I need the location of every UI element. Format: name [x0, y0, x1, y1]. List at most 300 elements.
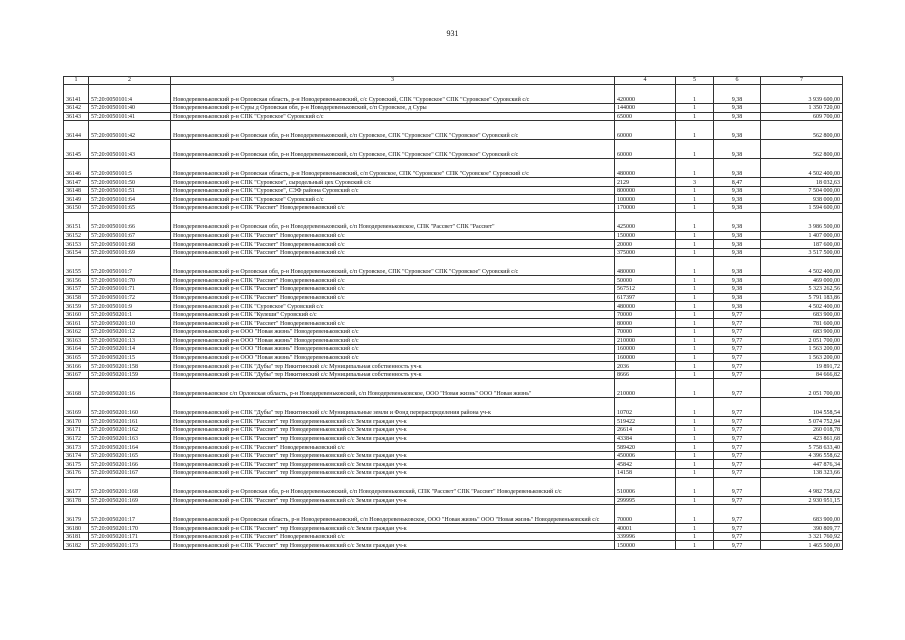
area-cell: 144000: [615, 104, 676, 113]
table-row: [64, 426, 843, 435]
row-number-cell: 36175: [64, 460, 89, 469]
table-row: [64, 469, 843, 478]
area-cell: 26614: [615, 426, 676, 435]
table-row: [64, 302, 843, 311]
page-number: 931: [446, 29, 459, 38]
category-cell: 1: [676, 319, 714, 328]
category-cell: 1: [676, 505, 714, 524]
value-cell: 4 396 558,62: [761, 451, 843, 460]
row-number-cell: 36160: [64, 310, 89, 319]
area-cell: 14158: [615, 469, 676, 478]
column-header: 2: [89, 77, 171, 85]
cadastral-number-cell: 57:20:0050201:173: [89, 541, 171, 550]
address-cell: Новодеревеньковский р-н СПК "Рассвет" тер Новодеревеньковский с/с Земли граждан уч-к: [171, 469, 615, 478]
column-header: 5: [676, 77, 714, 85]
table-row: [64, 451, 843, 460]
cadastral-number-cell: 57:20:0050201:171: [89, 532, 171, 541]
rate-cell: 9,77: [714, 417, 761, 426]
category-cell: 1: [676, 112, 714, 121]
rate-cell: 9,77: [714, 496, 761, 505]
category-cell: 1: [676, 451, 714, 460]
row-number-cell: 36171: [64, 426, 89, 435]
rate-cell: 9,38: [714, 85, 761, 104]
value-cell: 683 900,00: [761, 505, 843, 524]
value-cell: 1 563 200,00: [761, 353, 843, 362]
cadastral-number-cell: 57:20:0050201:165: [89, 451, 171, 460]
value-cell: 2 930 951,15: [761, 496, 843, 505]
value-cell: 5 791 183,86: [761, 293, 843, 302]
address-cell: Новодеревеньковский р-н СПК "Суровское" Суровский с/с: [171, 195, 615, 204]
table-row: [64, 276, 843, 285]
rate-cell: 9,77: [714, 541, 761, 550]
row-number-cell: 36148: [64, 186, 89, 195]
rate-cell: 9,77: [714, 505, 761, 524]
area-cell: 420000: [615, 85, 676, 104]
row-number-cell: 36152: [64, 231, 89, 240]
area-cell: 339996: [615, 532, 676, 541]
address-cell: Новодеревеньковский р-н СПК "Рассвет" Новодеревеньковский с/с: [171, 276, 615, 285]
category-cell: 1: [676, 284, 714, 293]
cadastral-number-cell: 57:20:0050101:71: [89, 284, 171, 293]
rate-cell: 9,38: [714, 112, 761, 121]
rate-cell: 9,38: [714, 293, 761, 302]
value-cell: 18 032,63: [761, 178, 843, 187]
area-cell: 43384: [615, 434, 676, 443]
value-cell: 138 323,66: [761, 469, 843, 478]
rate-cell: 9,77: [714, 327, 761, 336]
registry-table-wrapper: [63, 76, 842, 550]
category-cell: 1: [676, 195, 714, 204]
area-cell: 210000: [615, 336, 676, 345]
category-cell: 1: [676, 85, 714, 104]
cadastral-number-cell: 57:20:0050201:158: [89, 362, 171, 371]
address-cell: Новодеревеньковский р-н ООО "Новая жизнь" Новодеревеньковский с/с: [171, 336, 615, 345]
table-row: [64, 195, 843, 204]
cadastral-number-cell: 57:20:0050201:166: [89, 460, 171, 469]
value-cell: 447 876,34: [761, 460, 843, 469]
cadastral-number-cell: 57:20:0050101:43: [89, 140, 171, 159]
row-number-cell: 36155: [64, 257, 89, 276]
area-cell: 70000: [615, 327, 676, 336]
row-number-cell: 36157: [64, 284, 89, 293]
table-row: [64, 186, 843, 195]
rate-cell: 9,77: [714, 370, 761, 379]
value-cell: 3 517 500,00: [761, 248, 843, 257]
address-cell: Новодеревеньковский р-н СПК "Суровское", сыродельный цех Суровский с/с: [171, 178, 615, 187]
rate-cell: 9,38: [714, 140, 761, 159]
category-cell: 1: [676, 370, 714, 379]
address-cell: Новодеревеньковский р-н СПК "Рассвет" Новодеревеньковский с/с: [171, 319, 615, 328]
address-cell: Новодеревеньковский р-н СПК "Рассвет" тер Новодеревеньковский с/с Земли граждан уч-к: [171, 426, 615, 435]
rate-cell: 9,77: [714, 524, 761, 533]
area-cell: 210000: [615, 379, 676, 398]
table-row: [64, 112, 843, 121]
rate-cell: 9,38: [714, 159, 761, 178]
column-header: 3: [171, 77, 615, 85]
table-row: [64, 417, 843, 426]
cadastral-number-cell: 57:20:0050201:15: [89, 353, 171, 362]
rate-cell: 9,77: [714, 379, 761, 398]
area-cell: 160000: [615, 345, 676, 354]
table-row: [64, 460, 843, 469]
table-row: [64, 532, 843, 541]
value-cell: 5 074 752,94: [761, 417, 843, 426]
value-cell: 4 502 400,00: [761, 159, 843, 178]
category-cell: 1: [676, 159, 714, 178]
cadastral-number-cell: 57:20:0050101:67: [89, 231, 171, 240]
row-number-cell: 36161: [64, 319, 89, 328]
cadastral-number-cell: 57:20:0050201:12: [89, 327, 171, 336]
cadastral-number-cell: 57:20:0050101:50: [89, 178, 171, 187]
row-number-cell: 36172: [64, 434, 89, 443]
area-cell: 519422: [615, 417, 676, 426]
rate-cell: 9,38: [714, 203, 761, 212]
row-number-cell: 36147: [64, 178, 89, 187]
rate-cell: 9,38: [714, 212, 761, 231]
address-cell: Новодеревеньковский р-н СПК "Рассвет" тер Новодеревеньковский с/с Земли граждан уч-к: [171, 496, 615, 505]
value-cell: 1 350 720,00: [761, 104, 843, 113]
table-row: [64, 398, 843, 417]
row-number-cell: 36170: [64, 417, 89, 426]
category-cell: 1: [676, 276, 714, 285]
value-cell: 562 800,00: [761, 121, 843, 140]
rate-cell: 9,77: [714, 362, 761, 371]
category-cell: 1: [676, 496, 714, 505]
category-cell: 1: [676, 293, 714, 302]
rate-cell: 9,38: [714, 195, 761, 204]
address-cell: Новодеревеньковский р-н СПК "Рассвет" Новодеревеньковский с/с: [171, 240, 615, 249]
address-cell: Новодеревеньковский р-н СПК "Рассвет" Новодеревеньковский с/с: [171, 293, 615, 302]
value-cell: 423 861,68: [761, 434, 843, 443]
cadastral-number-cell: 57:20:0050201:159: [89, 370, 171, 379]
category-cell: 1: [676, 327, 714, 336]
table-row: [64, 443, 843, 452]
cadastral-number-cell: 57:20:0050101:9: [89, 302, 171, 311]
value-cell: 1 594 600,00: [761, 203, 843, 212]
table-row: [64, 85, 843, 104]
cadastral-number-cell: 57:20:0050201:16: [89, 379, 171, 398]
address-cell: Новодеревеньковский р-н СПК "Рассвет" тер Новодеревеньковский с/с Земли граждан уч-к: [171, 434, 615, 443]
area-cell: 100000: [615, 195, 676, 204]
address-cell: Новодеревеньковский р-н Суры д Орловская обл, р-н Новодеревеньковский, с/п Суровское, д Суры: [171, 104, 615, 113]
value-cell: 683 900,00: [761, 327, 843, 336]
area-cell: 589420: [615, 443, 676, 452]
row-number-cell: 36178: [64, 496, 89, 505]
address-cell: Новодеревеньковский р-н ООО "Новая жизнь" Новодеревеньковский с/с: [171, 353, 615, 362]
address-cell: Новодеревеньковский р-н Орловская обл, р-н Новодеревеньковский, с/п Новодеревеньковский, СПК "Рассвет" СПК "Рассвет" Новодеревеньковский с/с: [171, 477, 615, 496]
category-cell: 3: [676, 178, 714, 187]
address-cell: Новодеревеньковский р-н СПК "Суровское" Суровский с/с: [171, 302, 615, 311]
cadastral-number-cell: 57:20:0050201:1: [89, 310, 171, 319]
area-cell: 45842: [615, 460, 676, 469]
row-number-cell: 36179: [64, 505, 89, 524]
rate-cell: 9,77: [714, 310, 761, 319]
rate-cell: 9,38: [714, 231, 761, 240]
area-cell: 567512: [615, 284, 676, 293]
column-header: 4: [615, 77, 676, 85]
table-row: [64, 257, 843, 276]
value-cell: 2 051 700,00: [761, 336, 843, 345]
value-cell: 683 900,00: [761, 310, 843, 319]
rate-cell: 9,38: [714, 248, 761, 257]
table-row: [64, 477, 843, 496]
table-row: [64, 379, 843, 398]
category-cell: 1: [676, 203, 714, 212]
area-cell: 480000: [615, 302, 676, 311]
table-row: [64, 212, 843, 231]
table-row: [64, 104, 843, 113]
address-cell: Новодеревеньковский р-н ООО "Новая жизнь" Новодеревеньковский с/с: [171, 327, 615, 336]
category-cell: 1: [676, 426, 714, 435]
area-cell: 150000: [615, 231, 676, 240]
table-row: [64, 203, 843, 212]
address-cell: Новодеревеньковский р-н СПК "Рассвет" тер Новодеревеньковский с/с Земли граждан уч-к: [171, 451, 615, 460]
value-cell: 4 982 758,62: [761, 477, 843, 496]
value-cell: 260 018,78: [761, 426, 843, 435]
row-number-cell: 36158: [64, 293, 89, 302]
address-cell: Новодеревеньковский р-н Орловская обл, р-н Новодеревеньковский, с/п Новодеревеньковское, СПК "Рассвет" СПК "Рассвет": [171, 212, 615, 231]
value-cell: 187 600,00: [761, 240, 843, 249]
cadastral-number-cell: 57:20:0050201:164: [89, 443, 171, 452]
table-row: [64, 231, 843, 240]
category-cell: 1: [676, 532, 714, 541]
row-number-cell: 36145: [64, 140, 89, 159]
area-cell: 299995: [615, 496, 676, 505]
row-number-cell: 36182: [64, 541, 89, 550]
value-cell: 3 986 500,00: [761, 212, 843, 231]
category-cell: 1: [676, 417, 714, 426]
area-cell: 170000: [615, 203, 676, 212]
rate-cell: 9,77: [714, 434, 761, 443]
rate-cell: 9,77: [714, 426, 761, 435]
table-row: [64, 293, 843, 302]
area-cell: 80000: [615, 319, 676, 328]
address-cell: Новодеревеньковский р-н Орловская область, р-н Новодеревеньковский, с/с Суровский, СПК "Суровское" СПК "Суровское" Суровский с/с: [171, 85, 615, 104]
category-cell: 1: [676, 257, 714, 276]
table-row: [64, 240, 843, 249]
area-cell: 60000: [615, 121, 676, 140]
cadastral-number-cell: 57:20:0050201:162: [89, 426, 171, 435]
table-row: [64, 248, 843, 257]
cadastral-number-cell: 57:20:0050101:65: [89, 203, 171, 212]
row-number-cell: 36141: [64, 85, 89, 104]
area-cell: 70000: [615, 310, 676, 319]
area-cell: 2129: [615, 178, 676, 187]
address-cell: Новодеревеньковский р-н СПК "Рассвет" Новодеревеньковский с/с: [171, 532, 615, 541]
table-row: [64, 524, 843, 533]
row-number-cell: 36163: [64, 336, 89, 345]
table-row: [64, 434, 843, 443]
table-row: [64, 121, 843, 140]
address-cell: Новодеревеньковское с/п Орловская область, р-н Новодеревеньковский, с/п Новодеревеньковское, ООО "Новая жизнь" ООО "Новая жизнь": [171, 379, 615, 398]
area-cell: 50000: [615, 276, 676, 285]
row-number-cell: 36159: [64, 302, 89, 311]
land-registry-table: [63, 76, 843, 550]
category-cell: 1: [676, 248, 714, 257]
row-number-cell: 36154: [64, 248, 89, 257]
cadastral-number-cell: 57:20:0050201:17: [89, 505, 171, 524]
rate-cell: 8,47: [714, 178, 761, 187]
category-cell: 1: [676, 212, 714, 231]
area-cell: 40001: [615, 524, 676, 533]
value-cell: 1 465 500,00: [761, 541, 843, 550]
table-body: [64, 77, 843, 550]
area-cell: 8666: [615, 370, 676, 379]
address-cell: Новодеревеньковский р-н Орловская обл, р-н Новодеревеньковский, с/п Суровское, СПК "Суровское" СПК "Суровское" Суровский с/с: [171, 140, 615, 159]
cadastral-number-cell: 57:20:0050101:69: [89, 248, 171, 257]
address-cell: Новодеревеньковский р-н СПК "Рассвет" тер Новодеревеньковский с/с Земли граждан уч-к: [171, 541, 615, 550]
rate-cell: 9,38: [714, 276, 761, 285]
address-cell: Новодеревеньковский р-н СПК "Рассвет" Новодеревеньковский с/с: [171, 231, 615, 240]
area-cell: 65000: [615, 112, 676, 121]
row-number-cell: 36166: [64, 362, 89, 371]
table-row: [64, 541, 843, 550]
row-number-cell: 36169: [64, 398, 89, 417]
value-cell: 4 502 400,00: [761, 302, 843, 311]
area-cell: 2036: [615, 362, 676, 371]
area-cell: 480000: [615, 257, 676, 276]
rate-cell: 9,38: [714, 302, 761, 311]
category-cell: 1: [676, 477, 714, 496]
cadastral-number-cell: 57:20:0050201:163: [89, 434, 171, 443]
area-cell: 160000: [615, 353, 676, 362]
value-cell: 4 502 400,00: [761, 257, 843, 276]
cadastral-number-cell: 57:20:0050201:169: [89, 496, 171, 505]
cadastral-number-cell: 57:20:0050101:42: [89, 121, 171, 140]
table-row: [64, 310, 843, 319]
address-cell: Новодеревеньковский р-н СПК "Дубы" тер Никитинский с/с Муниципальная собственность уч-к: [171, 370, 615, 379]
row-number-cell: 36150: [64, 203, 89, 212]
value-cell: 1 407 000,00: [761, 231, 843, 240]
cadastral-number-cell: 57:20:0050201:10: [89, 319, 171, 328]
cadastral-number-cell: 57:20:0050201:13: [89, 336, 171, 345]
category-cell: 1: [676, 104, 714, 113]
row-number-cell: 36143: [64, 112, 89, 121]
category-cell: 1: [676, 140, 714, 159]
rate-cell: 9,77: [714, 398, 761, 417]
category-cell: 1: [676, 186, 714, 195]
table-row: [64, 362, 843, 371]
rate-cell: 9,77: [714, 477, 761, 496]
row-number-cell: 36164: [64, 345, 89, 354]
address-cell: Новодеревеньковский р-н СПК "Суровское" Суровский с/с: [171, 112, 615, 121]
address-cell: Новодеревеньковский р-н СПК "Рассвет" Новодеревеньковский с/с: [171, 284, 615, 293]
rate-cell: 9,38: [714, 240, 761, 249]
area-cell: 425000: [615, 212, 676, 231]
category-cell: 1: [676, 336, 714, 345]
table-row: [64, 353, 843, 362]
category-cell: 1: [676, 460, 714, 469]
table-row: [64, 159, 843, 178]
value-cell: 7 504 000,00: [761, 186, 843, 195]
area-cell: 150000: [615, 541, 676, 550]
rate-cell: 9,77: [714, 345, 761, 354]
category-cell: 1: [676, 443, 714, 452]
value-cell: 84 666,82: [761, 370, 843, 379]
area-cell: 70000: [615, 505, 676, 524]
value-cell: 104 558,54: [761, 398, 843, 417]
rate-cell: 9,38: [714, 121, 761, 140]
value-cell: 390 809,77: [761, 524, 843, 533]
rate-cell: 9,77: [714, 443, 761, 452]
category-cell: 1: [676, 362, 714, 371]
cadastral-number-cell: 57:20:0050101:5: [89, 159, 171, 178]
area-cell: 480000: [615, 159, 676, 178]
rate-cell: 9,77: [714, 319, 761, 328]
cadastral-number-cell: 57:20:0050101:64: [89, 195, 171, 204]
category-cell: 1: [676, 353, 714, 362]
value-cell: 5 758 633,40: [761, 443, 843, 452]
cadastral-number-cell: 57:20:0050201:170: [89, 524, 171, 533]
table-row: [64, 370, 843, 379]
area-cell: 10702: [615, 398, 676, 417]
address-cell: Новодеревеньковский р-н СПК "Дубы" тер Никитинский с/с Муниципальные земли и Фонд перераспределения района уч-к: [171, 398, 615, 417]
column-header: 1: [64, 77, 89, 85]
value-cell: 1 563 200,00: [761, 345, 843, 354]
area-cell: 450006: [615, 451, 676, 460]
address-cell: Новодеревеньковский р-н СПК "Рассвет" Новодеревеньковский с/с: [171, 248, 615, 257]
category-cell: 1: [676, 379, 714, 398]
row-number-cell: 36144: [64, 121, 89, 140]
table-row: [64, 336, 843, 345]
category-cell: 1: [676, 541, 714, 550]
address-cell: Новодеревеньковский р-н СПК "Рассвет" тер Новодеревеньковский с/с Земли граждан уч-к: [171, 417, 615, 426]
cadastral-number-cell: 57:20:0050101:4: [89, 85, 171, 104]
value-cell: 469 000,00: [761, 276, 843, 285]
cadastral-number-cell: 57:20:0050101:66: [89, 212, 171, 231]
row-number-cell: 36162: [64, 327, 89, 336]
cadastral-number-cell: 57:20:0050101:51: [89, 186, 171, 195]
address-cell: Новодеревеньковский р-н ООО "Новая жизнь" Новодеревеньковский с/с: [171, 345, 615, 354]
address-cell: Новодеревеньковский р-н СПК "Рассвет" Новодеревеньковский с/с: [171, 203, 615, 212]
row-number-cell: 36165: [64, 353, 89, 362]
cadastral-number-cell: 57:20:0050201:160: [89, 398, 171, 417]
table-row: [64, 284, 843, 293]
address-cell: Новодеревеньковский р-н СПК "Кулеши" Суровский с/с: [171, 310, 615, 319]
row-number-cell: 36180: [64, 524, 89, 533]
row-number-cell: 36142: [64, 104, 89, 113]
cadastral-number-cell: 57:20:0050101:41: [89, 112, 171, 121]
category-cell: 1: [676, 345, 714, 354]
rate-cell: 9,38: [714, 104, 761, 113]
area-cell: 20000: [615, 240, 676, 249]
value-cell: 609 700,00: [761, 112, 843, 121]
cadastral-number-cell: 57:20:0050101:68: [89, 240, 171, 249]
value-cell: 19 891,72: [761, 362, 843, 371]
cadastral-number-cell: 57:20:0050201:161: [89, 417, 171, 426]
cadastral-number-cell: 57:20:0050201:167: [89, 469, 171, 478]
table-row: [64, 496, 843, 505]
row-number-cell: 36177: [64, 477, 89, 496]
value-cell: 3 321 760,92: [761, 532, 843, 541]
table-row: [64, 140, 843, 159]
table-row: [64, 345, 843, 354]
cadastral-number-cell: 57:20:0050101:70: [89, 276, 171, 285]
rate-cell: 9,38: [714, 186, 761, 195]
address-cell: Новодеревеньковский р-н СПК "Суровское", СЭФ района Суровский с/с: [171, 186, 615, 195]
column-header: 6: [714, 77, 761, 85]
header-row: [64, 77, 843, 85]
rate-cell: 9,77: [714, 336, 761, 345]
table-row: [64, 505, 843, 524]
row-number-cell: 36156: [64, 276, 89, 285]
value-cell: 562 800,00: [761, 140, 843, 159]
area-cell: 617397: [615, 293, 676, 302]
category-cell: 1: [676, 310, 714, 319]
value-cell: 2 051 700,00: [761, 379, 843, 398]
table-row: [64, 319, 843, 328]
cadastral-number-cell: 57:20:0050201:168: [89, 477, 171, 496]
